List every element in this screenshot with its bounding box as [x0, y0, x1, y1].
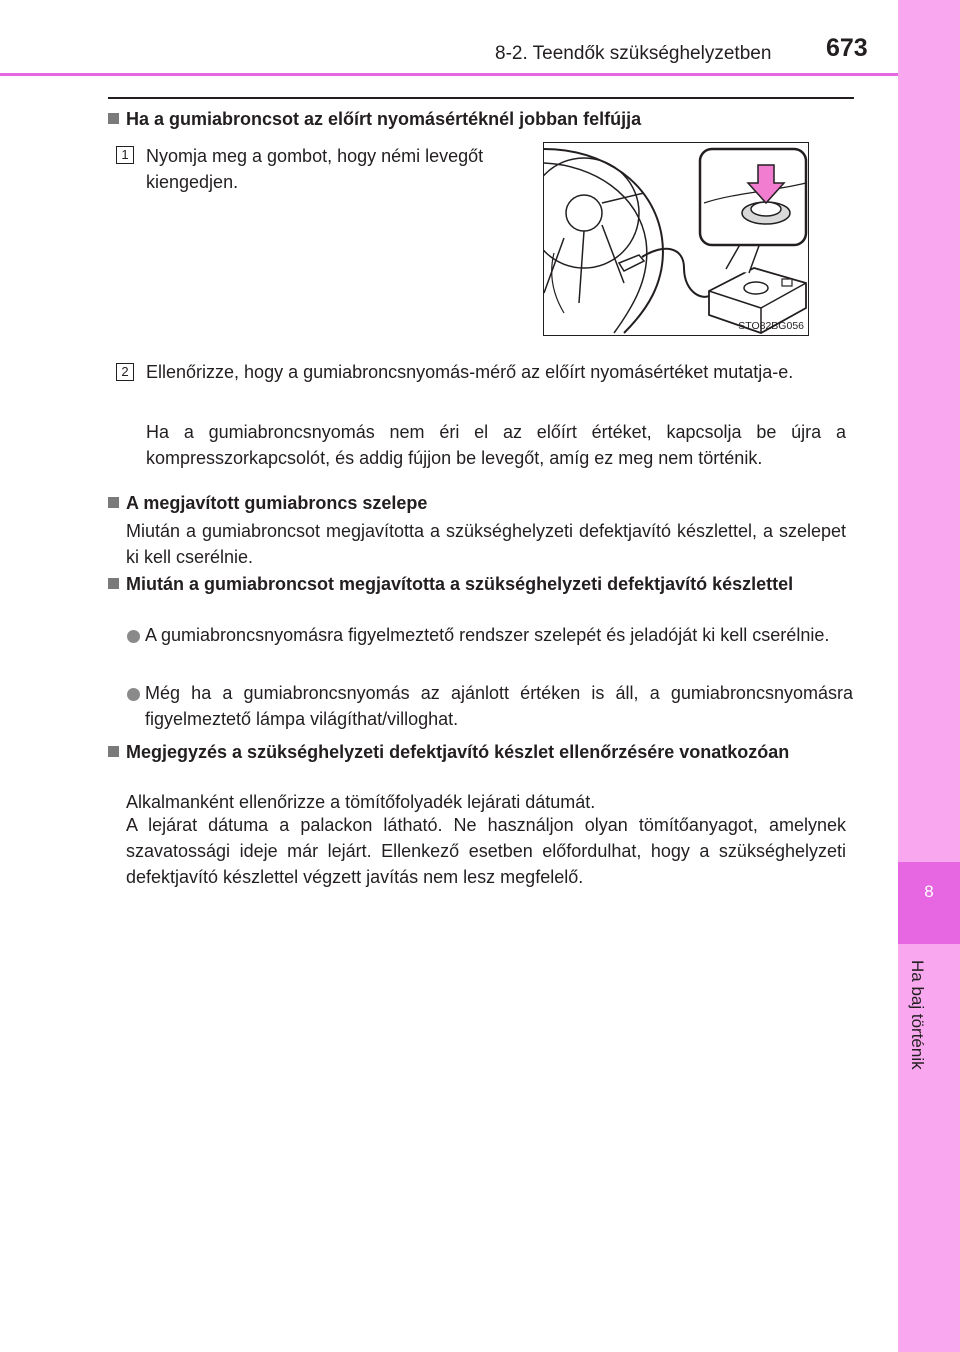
kit-check-line1: Alkalmanként ellenőrizze a tömítőfolyadék lejárati dátumát.	[126, 792, 596, 812]
heading-text: Miután a gumiabroncsot megjavította a szükséghelyzeti defektjavító készlettel	[126, 574, 794, 594]
chapter-title: Ha baj történik	[908, 960, 927, 1070]
step-number-box: 2	[116, 363, 134, 381]
heading-square-icon	[108, 497, 119, 508]
bullet-item	[127, 622, 853, 648]
section-heading-after-repair	[108, 571, 854, 597]
step-number-box: 1	[116, 146, 134, 164]
bullet-text: A gumiabroncsnyomásra figyelmeztető rendszer szelepét és jeladóját ki kell cserélnie.	[145, 625, 830, 645]
chapter-tab-active	[898, 862, 960, 944]
kit-check-line2: A lejárat dátuma a palackon látható. Ne használjon olyan tömítőanyagot, amelynek szavatossági ideje már lejárt. Ellenkező esetben előfordulhat, hogy a szükséghelyzeti defektjavító készlettel végzett javítás nem lesz megfelelő.	[126, 815, 846, 887]
figure-code: STO82BG056	[738, 320, 804, 332]
heading-square-icon	[108, 113, 119, 124]
heading-text: Ha a gumiabroncsot az előírt nyomásértéknél jobban felfújja	[126, 109, 642, 129]
valve-text: Miután a gumiabroncsot megjavította a szükséghelyzeti defektjavító készlettel, a szelepet ki kell cserélnie.	[126, 521, 846, 567]
bullet-dot-icon	[127, 688, 140, 701]
step2-note: Ha a gumiabroncsnyomás nem éri el az előírt értéket, kapcsolja be újra a kompresszorkapcsolót, és addig fújjon be levegőt, amíg ez meg nem történik.	[146, 422, 846, 468]
chapter-side-tab	[898, 0, 960, 1352]
bullet-item	[127, 680, 853, 732]
tire-compressor-drawing	[544, 143, 808, 335]
compressor-illustration	[543, 142, 809, 336]
section-heading-kit-check	[108, 739, 854, 765]
section-heading-valve	[108, 490, 854, 516]
heading-square-icon	[108, 578, 119, 589]
header-divider	[0, 73, 898, 76]
chapter-number: 8	[924, 882, 934, 901]
page-number: 673	[826, 34, 868, 62]
bullet-dot-icon	[127, 630, 140, 643]
heading-text: A megjavított gumiabroncs szelepe	[126, 493, 428, 513]
bullet-text: Még ha a gumiabroncsnyomás az ajánlott értéken is áll, a gumiabroncsnyomásra figyelmeztető lámpa világíthat/villoghat.	[145, 683, 853, 729]
content-top-rule	[108, 97, 854, 99]
step1-text: Nyomja meg a gombot, hogy némi levegőt kiengedjen.	[146, 146, 484, 192]
heading-text: Megjegyzés a szükséghelyzeti defektjavító készlet ellenőrzésére vonatkozóan	[126, 742, 790, 762]
section-title: 8-2. Teendők szükséghelyzetben	[495, 43, 772, 64]
heading-square-icon	[108, 746, 119, 757]
step2-text: Ellenőrizze, hogy a gumiabroncsnyomás-mérő az előírt nyomásértéket mutatja-e.	[146, 362, 794, 382]
section-heading-overinflated	[108, 106, 854, 132]
